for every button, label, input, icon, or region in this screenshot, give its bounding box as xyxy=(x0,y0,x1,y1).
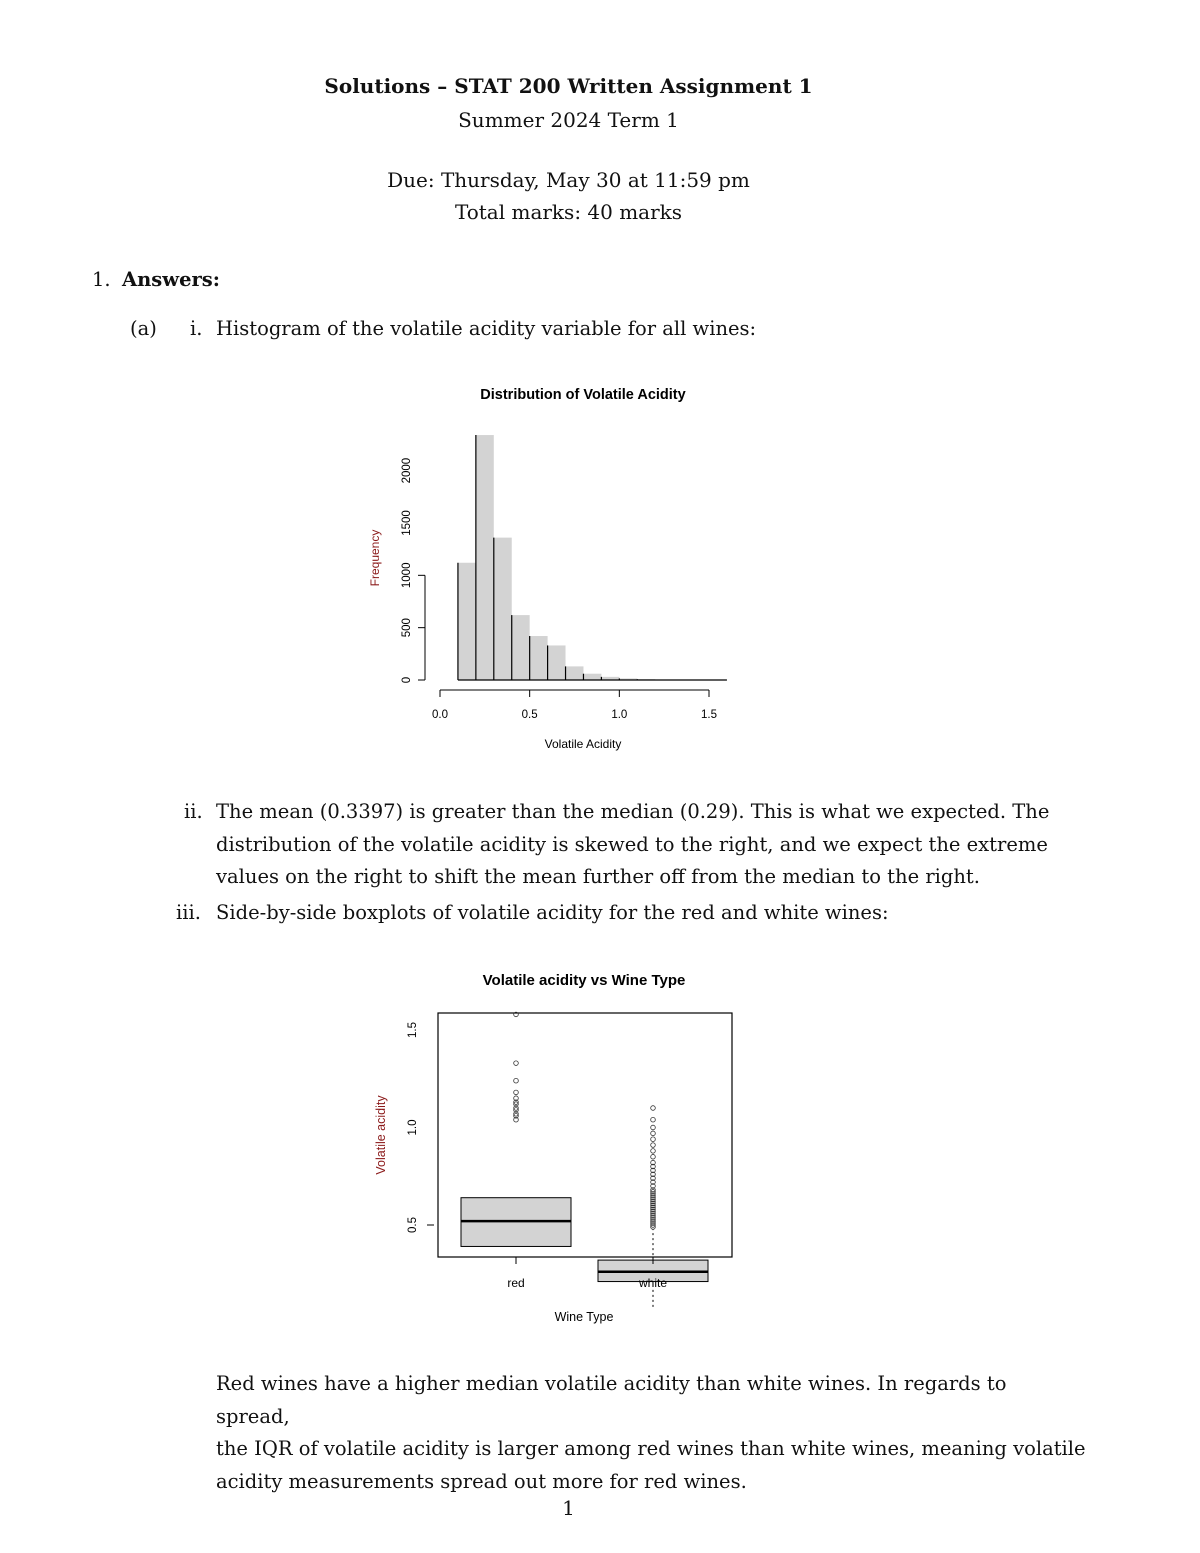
histogram-x-tick-label: 0.5 xyxy=(521,709,538,721)
boxplot-outlier-white xyxy=(651,1149,656,1154)
histogram-y-tick-label: 0 xyxy=(401,676,413,684)
boxplot-y-label: Volatile acidity xyxy=(374,1095,388,1175)
page-number: 1 xyxy=(562,1496,575,1520)
boxplot-outlier-red xyxy=(514,1090,519,1095)
item-i-text: Histogram of the volatile acidity variable for all wines: xyxy=(216,317,757,340)
histogram-y-tick-label: 1500 xyxy=(401,510,413,536)
boxplot-x-label: Wine Type xyxy=(554,1310,614,1324)
boxplot-outlier-white xyxy=(651,1154,656,1159)
histogram-x-tick-label: 1.0 xyxy=(611,709,628,721)
item-i-number: i. xyxy=(190,317,203,340)
histogram-bar xyxy=(476,435,494,680)
histogram-title: Distribution of Volatile Acidity xyxy=(480,387,686,403)
due-date: Due: Thursday, May 30 at 11:59 pm xyxy=(387,168,750,192)
item-ii-line-1: The mean (0.3397) is greater than the median (0.29). This is what we expected. The xyxy=(216,800,1050,823)
boxplot-x-tick-label: white xyxy=(638,1276,668,1290)
histogram-y-label: Frequency xyxy=(368,529,382,587)
part-a-label: (a) xyxy=(130,317,157,340)
conclusion-line-1: Red wines have a higher median volatile acidity than white wines. In regards to spread, xyxy=(216,1372,1007,1428)
histogram-bar xyxy=(512,615,530,680)
histogram-y-tick-label: 2000 xyxy=(401,457,413,484)
boxplot-x-tick-label: red xyxy=(507,1276,525,1290)
histogram-y-tick-label: 1000 xyxy=(401,562,413,589)
histogram-bar xyxy=(566,666,584,680)
boxplot-outlier-white xyxy=(651,1106,656,1111)
boxplot-outlier-red xyxy=(514,1078,519,1083)
histogram-x-tick-label: 0.0 xyxy=(432,709,448,721)
histogram-x-tick-label: 1.5 xyxy=(701,709,717,721)
histogram-x-label: Volatile Acidity xyxy=(544,737,622,751)
boxplot-chart xyxy=(360,960,750,1330)
conclusion-text xyxy=(216,1368,1086,1498)
boxplot-plot-area xyxy=(374,1012,732,1307)
boxplot-y-tick-label: 1.5 xyxy=(407,1022,419,1038)
boxplot-outlier-white xyxy=(651,1137,656,1142)
boxplot-y-tick-label: 0.5 xyxy=(407,1217,419,1233)
term-subtitle: Summer 2024 Term 1 xyxy=(458,108,679,132)
histogram-bar xyxy=(458,563,476,680)
total-marks: Total marks: 40 marks xyxy=(454,200,683,224)
histogram-y-tick-label: 500 xyxy=(401,618,413,638)
conclusion-line-2: the IQR of volatile acidity is larger among red wines than white wines, meaning volatile xyxy=(216,1437,1086,1460)
question-number: 1. xyxy=(92,268,111,291)
histogram-bar xyxy=(548,645,566,680)
histogram-bars xyxy=(458,435,727,680)
item-iii-number: iii. xyxy=(176,901,201,924)
boxplot-outlier-white xyxy=(651,1117,656,1122)
item-iii-text: Side-by-side boxplots of volatile acidity for the red and white wines: xyxy=(216,901,889,924)
conclusion-line-3: acidity measurements spread out more for red wines. xyxy=(216,1469,747,1493)
histogram-bar xyxy=(583,674,601,680)
item-ii-number: ii. xyxy=(184,800,203,823)
boxplot-outlier-white xyxy=(651,1125,656,1130)
page-title: Solutions – STAT 200 Written Assignment 1 xyxy=(324,74,813,98)
item-ii-text xyxy=(216,796,1076,894)
boxplot-outlier-white xyxy=(651,1143,656,1148)
histogram-axes xyxy=(401,458,717,721)
histogram-bar xyxy=(494,538,512,680)
histogram-chart xyxy=(360,376,750,761)
boxplot-outlier-white xyxy=(651,1131,656,1136)
histogram-bar xyxy=(530,636,548,680)
item-ii-line-2: distribution of the volatile acidity is skewed to the right, and we expect the extreme xyxy=(216,832,1048,856)
question-label: Answers: xyxy=(122,268,220,291)
boxplot-y-tick-label: 1.0 xyxy=(407,1119,419,1136)
item-ii-line-3: values on the right to shift the mean further off from the median to the right. xyxy=(216,865,980,888)
boxplot-title: Volatile acidity vs Wine Type xyxy=(482,972,686,989)
boxplot-outlier-red xyxy=(514,1061,519,1066)
